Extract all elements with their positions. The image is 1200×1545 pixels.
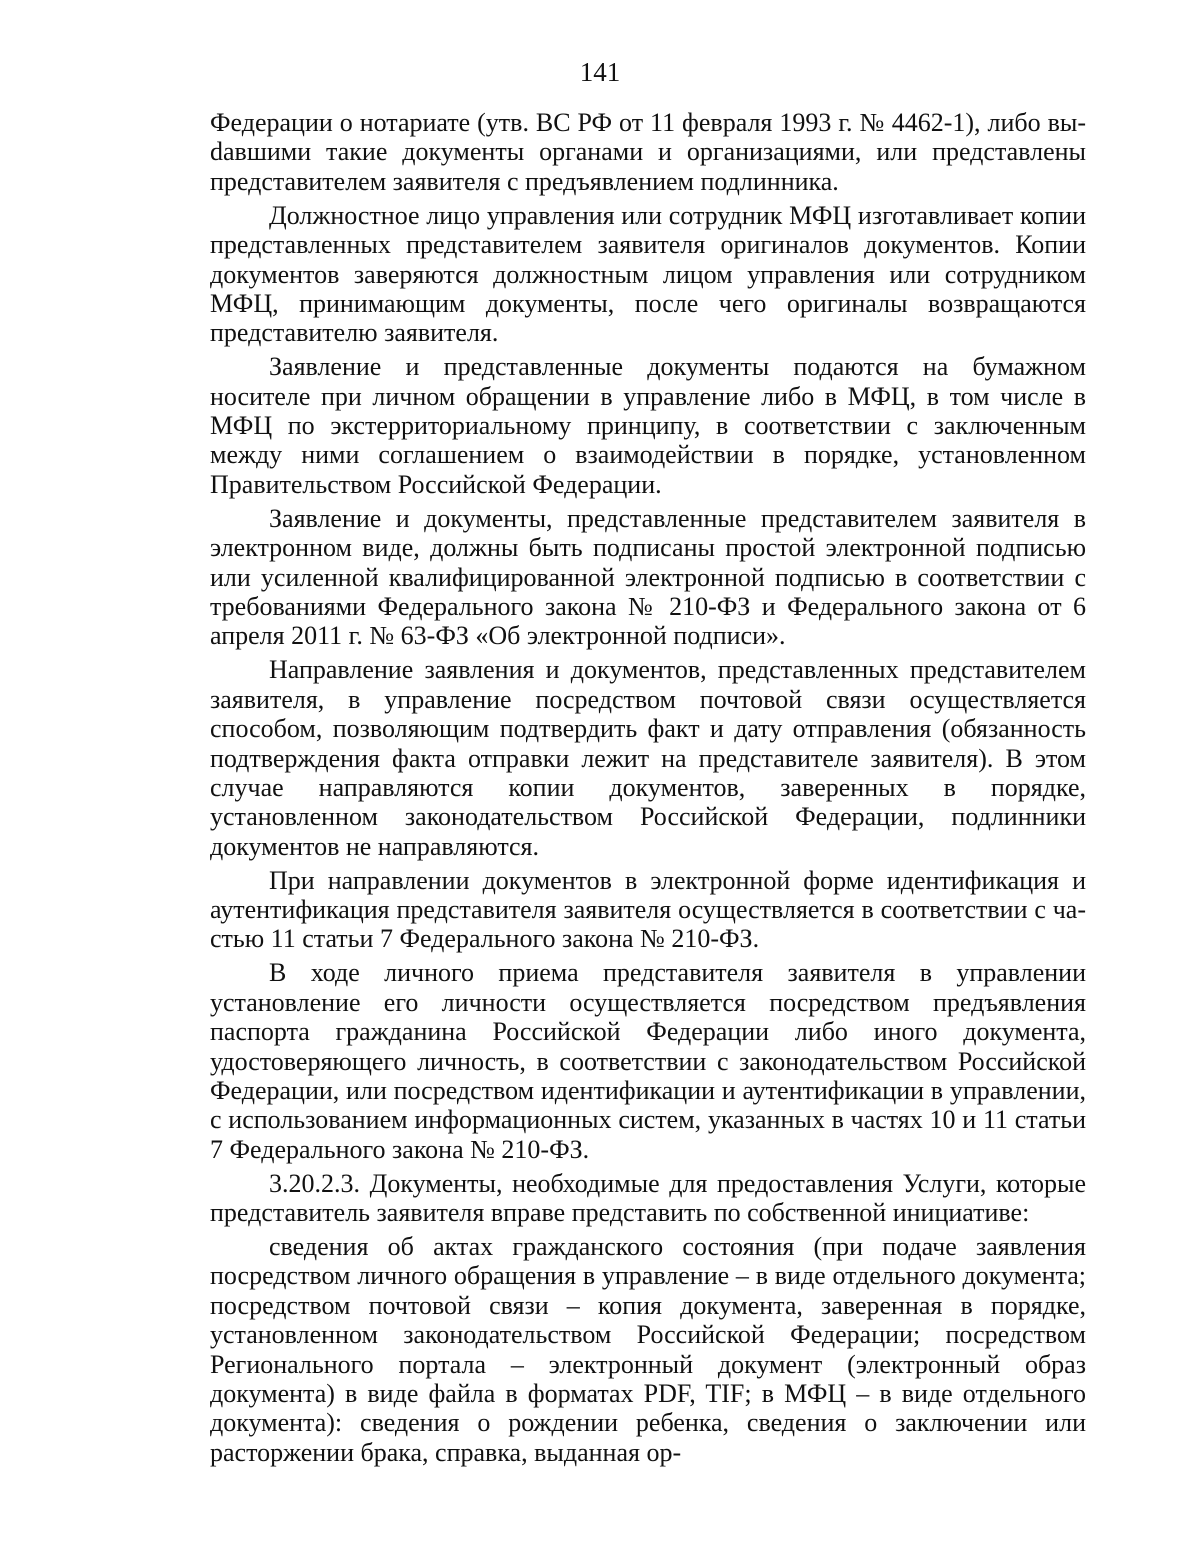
paragraph-1: Федерации о нотариате (утв. ВС РФ от 11 февраля 1993 г. № 4462-1), либо выdавшими такие документы органами и организациями, или представлены представителем заявителя с предъявлением подлинника. — [210, 108, 1086, 196]
page-number: 141 — [579, 57, 621, 87]
paragraph-2: Должностное лицо управления или сотрудник МФЦ изготавливает копии представленных представителем заявителя оригиналов документов. Копии документов заверяются должностным лицом управления или сотрудником МФЦ, принимающим документы, после чего оригиналы возвращаются представителю заявителя. — [210, 200, 1086, 348]
paragraph-3: Заявление и представленные документы подаются на бумажном носителе при личном обращении в управление либо в МФЦ, в том числе в МФЦ по экстерриториальному принципу, в соответствии с заключенным между ними соглашением о взаимодействии в порядке, установленном Правительством Российской Федерации. — [210, 352, 1086, 499]
paragraph-5: Направление заявления и документов, представленных представителем заявителя, в управление посредством почтовой связи осуществляется способом, позволяющим подтвердить факт и дату отправления (обязанность подтверждения факта отправки лежит на представителе заявителя). В этом случае направляются копии документов, заверенных в порядке, установленном законодательством Российской Федерации, подлинники документов не направляются. — [210, 655, 1086, 861]
paragraph-7: В ходе личного приема представителя заявителя в управлении установление его личности осуществляется посредством предъявления паспорта гражданина Российской Федерации либо иного документа, удостоверяющего личность, в соответствии с законодательством Российской Федерации, или посредством идентификации и аутентификации в управлении, с использованием информационных систем, указанных в частях 10 и 11 статьи 7 Федерального закона № 210-ФЗ. — [210, 958, 1086, 1164]
paragraph-9: сведения об актах гражданского состояния (при подаче заявления посредством личного обращения в управление – в виде отдельного документа; посредством почтовой связи – копия документа, заверенная в порядке, установленном законодательством Российской Федерации; посредством Регионального портала – электронный документ (электронный образ документа) в виде файла в форматах PDF, TIF; в МФЦ – в виде отдельного документа): сведения о рождении ребенка, сведения о заключении или расторжении брака, справка, выданная ор- — [210, 1232, 1086, 1467]
paragraph-4: Заявление и документы, представленные представителем заявителя в электронном виде, должны быть подписаны простой электронной подписью или усиленной квалифицированной электронной подписью в соответствии с требованиями Федерального закона № 210-ФЗ и Федерального закона от 6 апреля 2011 г. № 63-ФЗ «Об электронной подписи». — [210, 503, 1086, 651]
paragraph-6: При направлении документов в электронной форме идентификация и аутентификация представителя заявителя осуществляется в соответствии с частью 11 статьи 7 Федерального закона № 210-ФЗ. — [210, 865, 1086, 954]
document-body — [210, 108, 1086, 1472]
paragraph-8: 3.20.2.3. Документы, необходимые для предоставления Услуги, которые представитель заявителя вправе представить по собственной инициативе: — [210, 1168, 1086, 1228]
